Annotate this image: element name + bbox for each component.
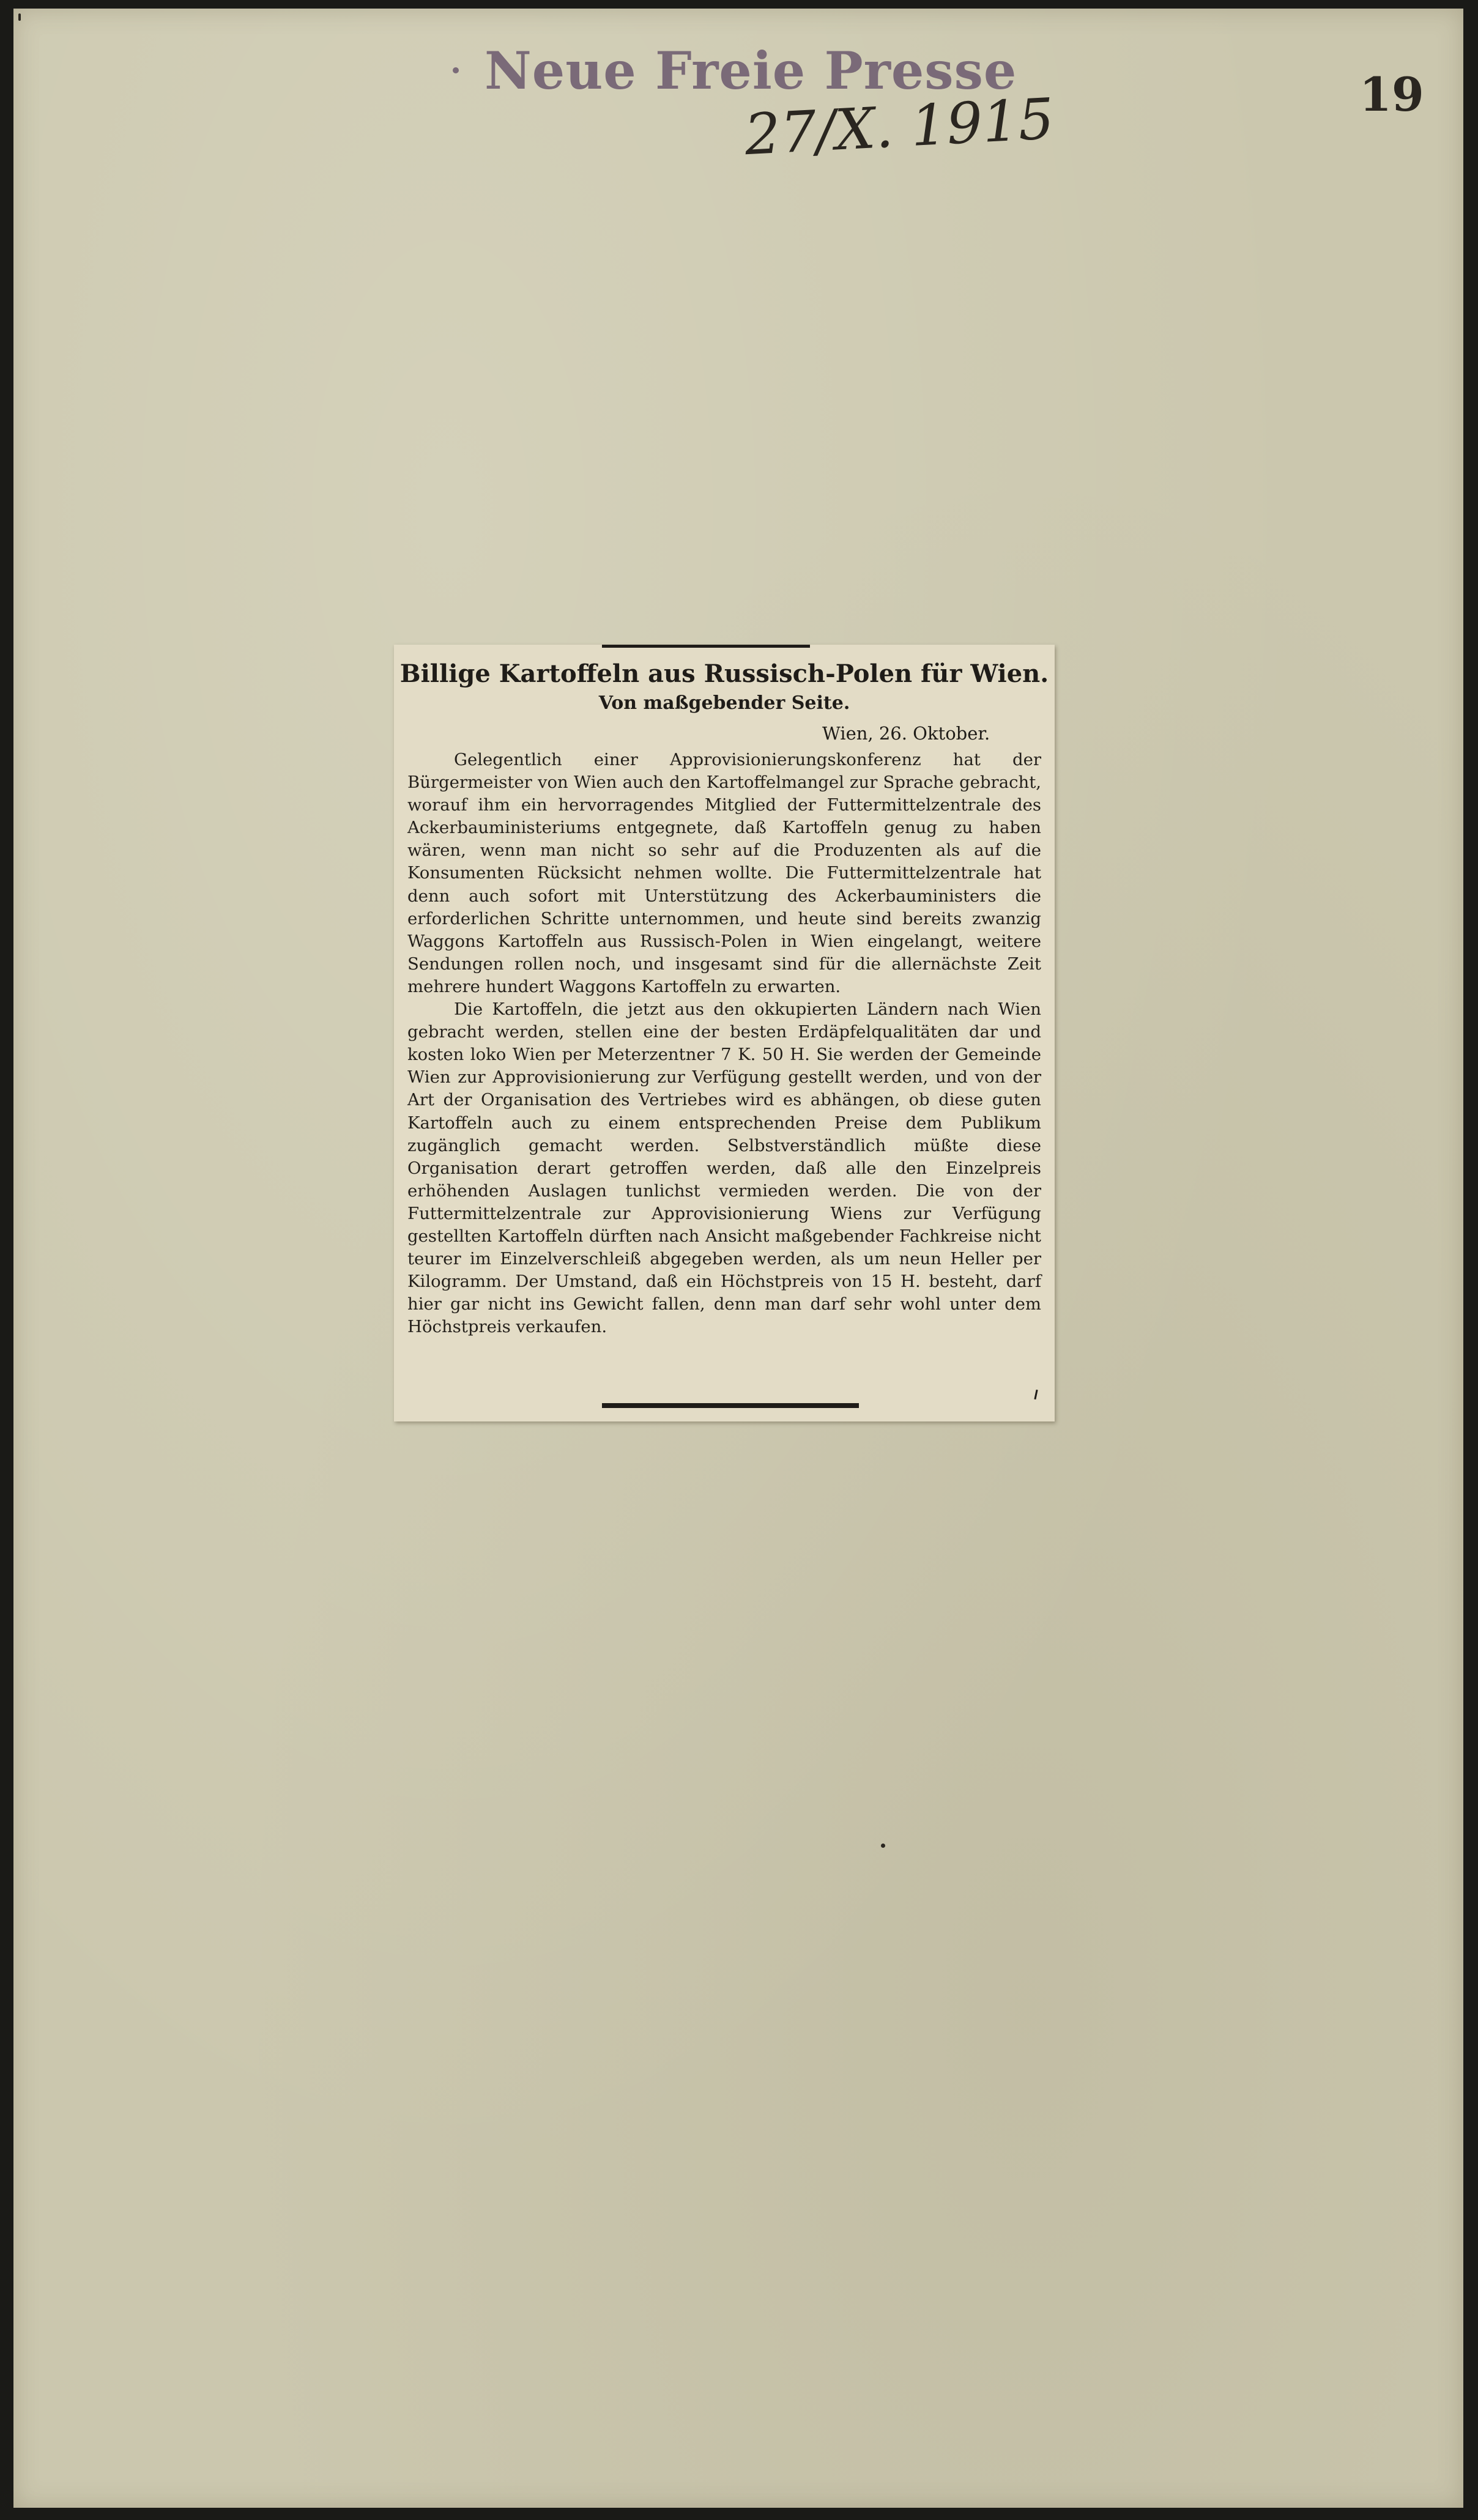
archive-sheet [13,9,1463,2508]
handwritten-date: 27/X. 1915 [743,86,1056,168]
article-body [407,749,1041,1338]
pencil-mark [1034,1390,1038,1399]
stamp-dot [453,67,459,73]
page-number: 19 [1359,67,1424,122]
top-rule [602,645,810,648]
newspaper-stamp: Neue Freie Presse [485,40,1017,101]
corner-mark [18,13,21,21]
bottom-rule [602,1403,859,1408]
article-headline: Billige Kartoffeln aus Russisch-Polen für Wien. [399,659,1049,688]
article-paragraph: Gelegentlich einer Approvisionierungskonferenz hat der Bürgermeister von Wien auch den Kartoffelmangel zur Sprache gebracht, worauf ihm ein hervorragendes Mitglied der Futtermittelzentrale des Ackerbauministeriums entgegnete, daß Kartoffeln genug zu haben wären, wenn man nicht so sehr auf die Produzenten als auf die Konsumenten Rücksicht nehmen wollte. Die Futtermittelzentrale hat denn auch sofort mit Unterstützung des Ackerbauministers die erforderlichen Schritte unternommen, und heute sind bereits zwanzig Waggons Kartoffeln aus Russisch-Polen in Wien eingelangt, weitere Sendungen rollen noch, und insgesamt sind für die allernächste Zeit mehrere hundert Waggons Kartoffeln zu erwarten. [407,750,1041,996]
paper-speck [881,1844,885,1848]
newspaper-clipping [394,645,1055,1421]
article-paragraph: Die Kartoffeln, die jetzt aus den okkupierten Ländern nach Wien gebracht werden, stellen eine der besten Erdäpfelqualitäten dar und kosten loko Wien per Meterzentner 7 K. 50 H. Sie werden der Gemeinde Wien zur Approvisionierung zur Verfügung gestellt werden, und von der Art der Organisation des Vertriebes wird es abhängen, ob diese guten Kartoffeln auch zu einem entsprechenden Preise dem Publikum zugänglich gemacht werden. Selbstverständlich müßte diese Organisation derart getroffen werden, daß alle den Einzelpreis erhöhenden Auslagen tunlichst vermieden werden. Die von der Futtermittelzentrale zur Approvisionierung Wiens zur Verfügung gestellten Kartoffeln dürften nach Ansicht maßgebender Fachkreise nicht teurer im Einzelverschleiß abgegeben werden, als um neun Heller per Kilogramm. Der Umstand, daß ein Höchstpreis von 15 H. besteht, darf hier gar nicht ins Gewicht fallen, denn man darf sehr wohl unter dem Höchstpreis verkaufen. [407,999,1041,1337]
article-dateline: Wien, 26. Oktober. [822,723,990,744]
article-subheadline: Von maßgebender Seite. [598,692,850,714]
